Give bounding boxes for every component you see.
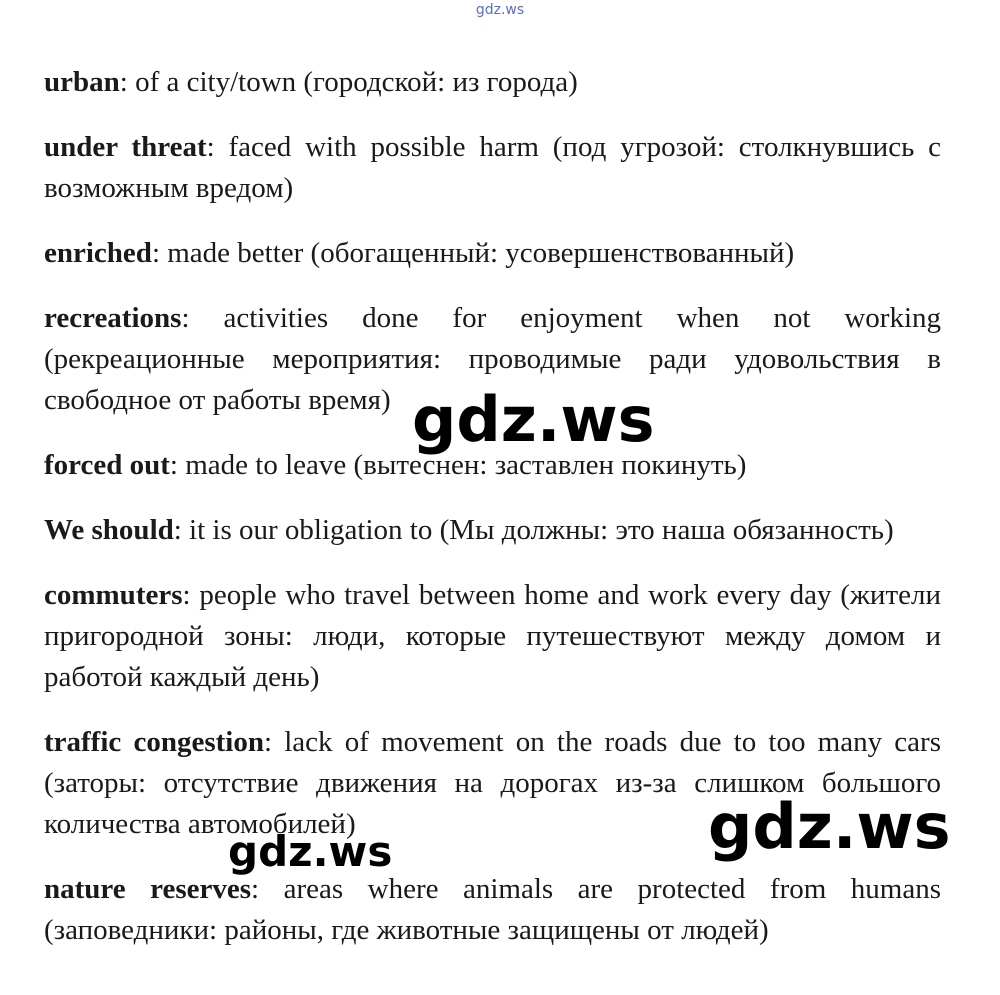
entry-term: recreations — [44, 302, 182, 334]
watermark-large-lower: gdz.ws — [708, 790, 951, 863]
glossary-entry-urban — [44, 62, 941, 103]
entry-term: under threat — [44, 131, 207, 163]
entry-term: We should — [44, 514, 174, 546]
glossary-entry-we-should — [44, 510, 941, 551]
entry-term: enriched — [44, 237, 152, 269]
entry-definition: : activities done for enjoyment when not working (рекреационные мероприятия: проводимые ради удовольствия в свободное от работы время) — [44, 302, 941, 416]
entry-definition: : areas where animals are protected from humans (заповедники: районы, где животные защищены от людей) — [44, 873, 941, 946]
entry-definition: : faced with possible harm (под угрозой: столкнувшись с возможным вредом) — [44, 131, 941, 204]
glossary-entry-commuters — [44, 575, 941, 698]
watermark-medium: gdz.ws — [228, 827, 393, 876]
glossary-entry-nature-reserves — [44, 869, 941, 951]
entry-term: commuters — [44, 579, 183, 611]
entry-term: urban — [44, 66, 120, 98]
glossary-entry-under-threat — [44, 127, 941, 209]
watermark-large: gdz.ws — [412, 383, 655, 456]
entry-term: nature reserves — [44, 873, 252, 905]
entry-definition: : made to leave (вытеснен: заставлен покинуть) — [169, 449, 747, 481]
entry-term: traffic congestion — [44, 726, 264, 758]
entry-definition: : lack of movement on the roads due to too many cars (заторы: отсутствие движения на дорогах из-за слишком большого количества автомобилей) — [44, 726, 941, 840]
entry-definition: : it is our obligation to (Мы должны: это наша обязанность) — [173, 514, 894, 546]
header-watermark: gdz.ws — [475, 2, 525, 18]
entry-definition: : of a city/town (городской: из города) — [119, 66, 578, 98]
glossary-entry-enriched — [44, 233, 941, 274]
entry-definition: : people who travel between home and work every day (жители пригородной зоны: люди, которые путешествуют между домом и работой каждый день) — [44, 579, 941, 693]
entry-definition: : made better (обогащенный: усовершенствованный) — [151, 237, 795, 269]
entry-term: forced out — [44, 449, 170, 481]
